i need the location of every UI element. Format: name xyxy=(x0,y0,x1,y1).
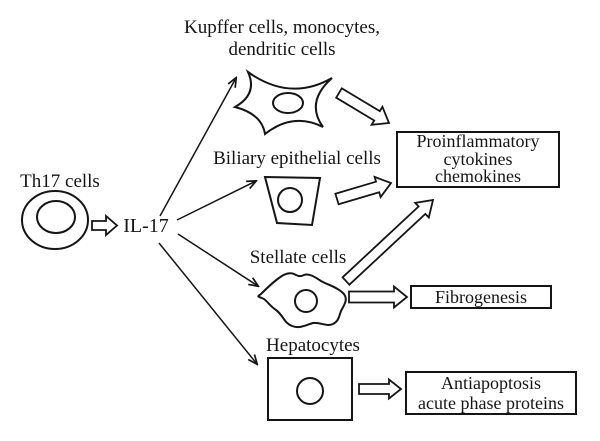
proinflammatory-box-line3: chemokines xyxy=(435,166,521,187)
th17-cells-label: Th17 cells xyxy=(20,171,100,192)
antiapoptosis-box-line2: acute phase proteins xyxy=(418,393,564,413)
proinflammatory-box-line2: cytokines xyxy=(443,148,513,169)
fibrogenesis-outcome-box xyxy=(410,285,552,309)
antiapoptosis-outcome-box xyxy=(405,371,577,415)
il17-label: IL-17 xyxy=(123,215,169,237)
biliary-cell-shape xyxy=(265,177,320,225)
kupffer-cells-label-line2: dendritic cells xyxy=(228,39,336,60)
fibrogenesis-box-label: Fibrogenesis xyxy=(435,287,527,307)
stellate-cells-label: Stellate cells xyxy=(249,247,347,268)
proinflammatory-outcome-box xyxy=(396,131,560,188)
block-arrow-hepatocyte-to-antiapoptosis xyxy=(359,380,401,399)
kupffer-cells-label-line1: Kupffer cells, monocytes, xyxy=(184,17,380,38)
stellate-cell-shape xyxy=(258,273,346,327)
antiapoptosis-box-line1: Antiapoptosis xyxy=(440,373,541,393)
arrow-il17-to-biliary xyxy=(177,181,256,220)
kupffer-cells-label xyxy=(176,17,388,61)
proinflammatory-box-line1: Proinflammatory xyxy=(416,131,540,152)
th17-cell-shape xyxy=(22,191,88,249)
kupffer-cell-shape xyxy=(235,72,332,134)
block-arrow-stellate-to-proinflammatory xyxy=(343,200,433,285)
block-arrow-stellate-to-fibrogenesis xyxy=(349,287,407,308)
hepatocyte-cell-shape xyxy=(268,358,352,420)
arrow-il17-to-kupffer xyxy=(160,78,236,216)
block-arrow-kupffer-to-proinflammatory xyxy=(336,88,389,125)
hepatocytes-label: Hepatocytes xyxy=(266,335,360,356)
block-arrow-biliary-to-proinflammatory xyxy=(335,177,391,204)
biliary-cells-label: Biliary epithelial cells xyxy=(213,148,381,169)
